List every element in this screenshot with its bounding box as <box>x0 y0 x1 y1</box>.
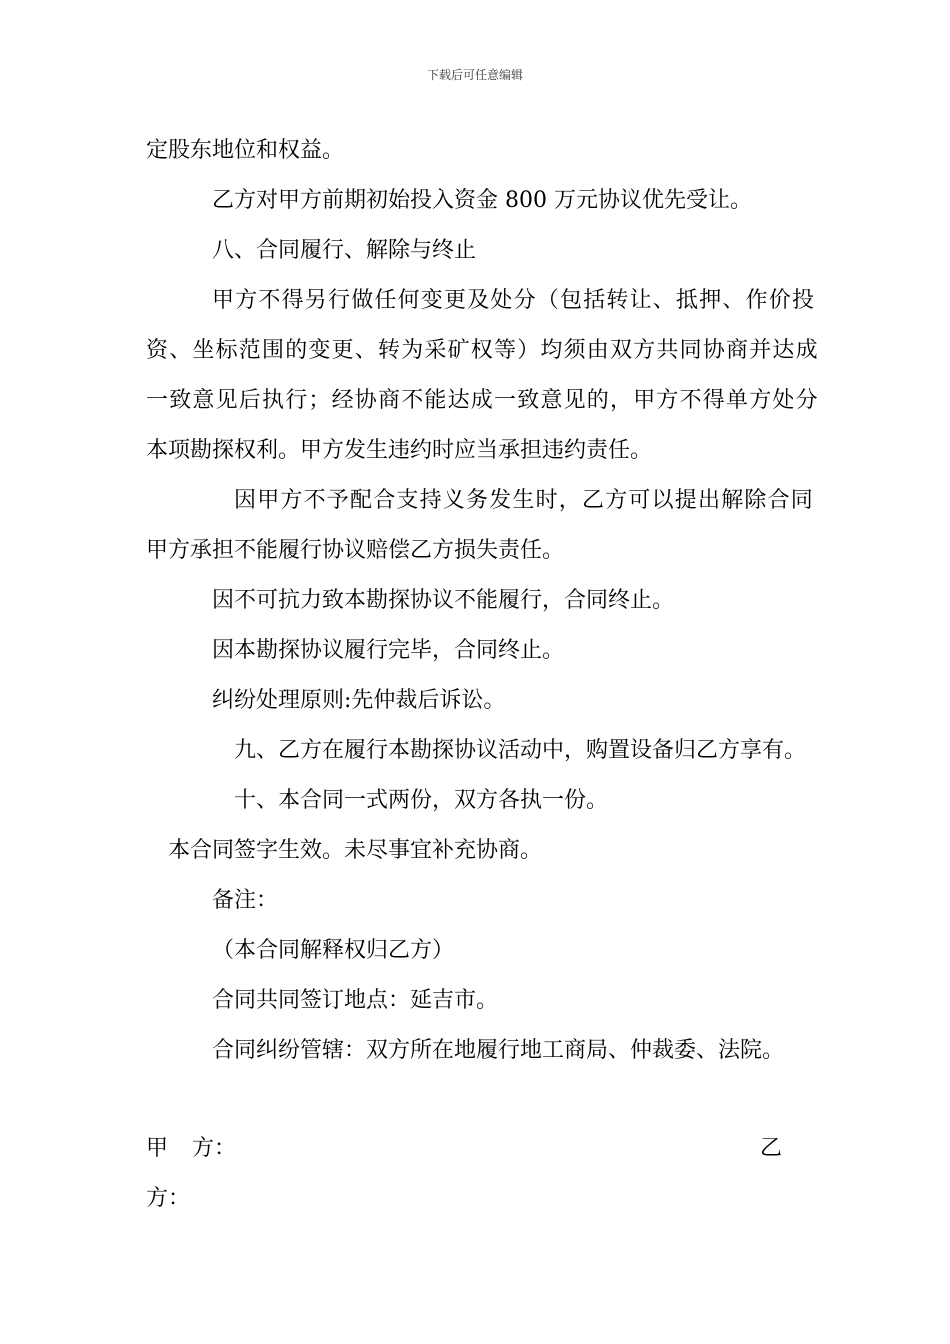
party-b-label-second: 方： <box>146 1186 191 1211</box>
paragraph-line: 甲方不得另行做任何变更及处分（包括转让、抵押、作价投 <box>212 288 816 313</box>
paragraph-line: 乙方对甲方前期初始投入资金 800 万元协议优先受让。 <box>212 188 752 213</box>
paragraph-line: 合同纠纷管辖：双方所在地履行地工商局、仲裁委、法院。 <box>212 1038 785 1063</box>
party-a-label-second: 方： <box>192 1136 237 1161</box>
page-header: 下载后可任意编辑 <box>426 68 523 82</box>
party-b-label-first: 乙 <box>760 1136 783 1161</box>
section-heading: 九、乙方在履行本勘探协议活动中，购置设备归乙方享有。 <box>234 738 807 763</box>
party-a-label-first: 甲 <box>146 1136 169 1161</box>
paragraph-line: 因不可抗力致本勘探协议不能履行，合同终止。 <box>212 588 675 613</box>
paragraph-line: 因本勘探协议履行完毕，合同终止。 <box>212 638 565 663</box>
paragraph-line: 本合同签字生效。未尽事宜补充协商。 <box>168 838 543 863</box>
paragraph-line: 合同共同签订地点：延吉市。 <box>212 988 499 1013</box>
paragraph-line: 一致意见后执行；经协商不能达成一致意见的，甲方不得单方处分 <box>146 388 819 413</box>
section-heading: 十、本合同一式两份，双方各执一份。 <box>234 788 609 813</box>
paragraph-line: 因甲方不予配合支持义务发生时，乙方可以提出解除合同 <box>234 488 815 513</box>
paragraph-line: 定股东地位和权益。 <box>146 138 345 163</box>
paragraph-line: 本项勘探权利。甲方发生违约时应当承担违约责任。 <box>146 438 653 463</box>
paragraph-line: 资、坐标范围的变更、转为采矿权等）均须由双方共同协商并达成 <box>146 338 819 363</box>
note-label: 备注： <box>212 888 279 913</box>
paragraph-line: 甲方承担不能履行协议赔偿乙方损失责任。 <box>146 538 565 563</box>
section-heading: 八、合同履行、解除与终止 <box>212 238 477 263</box>
paragraph-line: 纠纷处理原则:先仲裁后诉讼。 <box>212 688 506 713</box>
paragraph-line: （本合同解释权归乙方） <box>212 938 455 963</box>
